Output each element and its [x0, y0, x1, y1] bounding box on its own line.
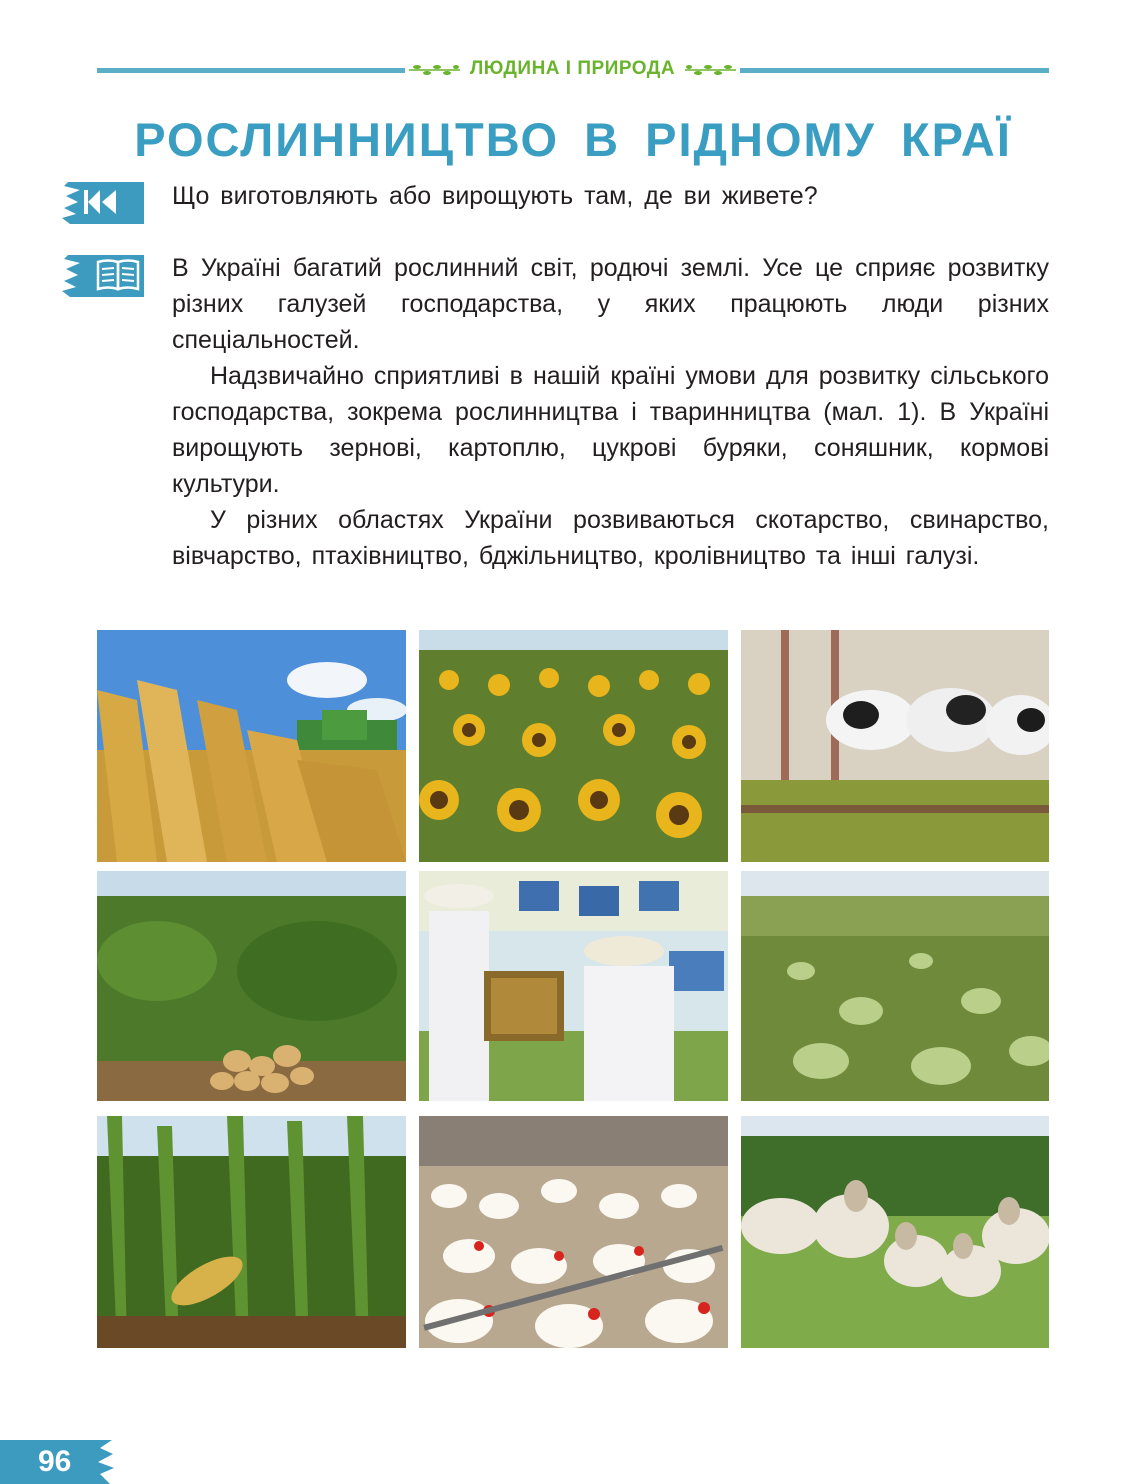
potato-field-photo [97, 871, 406, 1101]
sunflower-field-photo [419, 630, 728, 862]
beekeepers-photo [419, 871, 728, 1101]
paragraph: У різних областях України розвиваються скотарство, свинарство, вівчарство, птахівництво, бджільництво, кролівництво та інші галузі. [172, 506, 1049, 570]
watermelon-field-photo [741, 871, 1049, 1101]
corn-field-photo [97, 1116, 406, 1348]
page-title: РОСЛИННИЦТВО В РІДНОМУ КРАЇ [134, 113, 1012, 166]
leaf-sprig-icon [683, 62, 738, 76]
leaf-sprig-icon [407, 62, 462, 76]
sheep-pasture-photo [741, 1116, 1049, 1348]
rewind-icon [62, 180, 144, 224]
section-label: ЛЮДИНА І ПРИРОДА [469, 58, 676, 79]
paragraph: В Україні багатий рослинний світ, родючі землі. Усе це сприяє розвитку різних галузей господарства, у яких працюють люди різних спеціальностей. [172, 254, 1049, 354]
body-text [172, 250, 1049, 574]
page-number: 96 [38, 1445, 72, 1478]
review-question: Що виготовляють або вирощують там, де ви живете? [172, 182, 818, 210]
wheat-harvest-photo [97, 630, 406, 862]
poultry-farm-photo [419, 1116, 728, 1348]
paragraph: Надзвичайно сприятливі в нашій країні умови для розвитку сільського господарства, зокрема рослинництва і тваринництва (мал. 1). В Україні вирощують зернові, картоплю, цукрові буряки, соняшник, кормові культури. [172, 362, 1049, 498]
dairy-cows-photo [741, 630, 1049, 862]
open-book-icon [62, 253, 144, 297]
section-header [405, 56, 740, 82]
